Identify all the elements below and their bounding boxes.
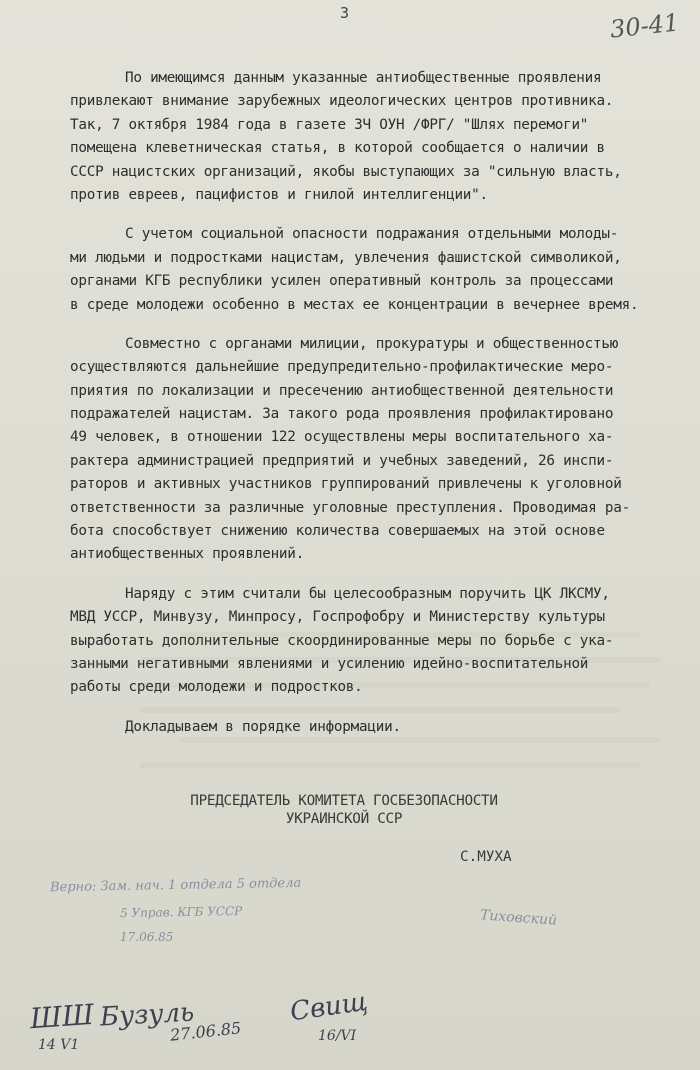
certification-date: 17.06.85	[120, 930, 174, 944]
paragraph-3	[70, 333, 688, 567]
text-line: СССР нацистских организаций, якобы выступающих за "сильную власть,	[70, 163, 622, 180]
text-line: С учетом социальной опасности подражания отдельными молоды-	[125, 226, 619, 243]
certification-name: Тиховский	[479, 907, 558, 929]
text-line: ми людьми и подростками нацистам, увлечения фашистской символикой,	[70, 249, 622, 266]
text-line: Совместно с органами милиции, прокуратуры и общественностью	[125, 335, 619, 352]
certification-note-line-2: 5 Управ. КГБ УССР	[119, 903, 243, 921]
text-line: Наряду с этим считали бы целесообразным поручить ЦК ЛКСМУ,	[125, 585, 610, 602]
text-line: антиобщественных проявлений.	[70, 546, 305, 563]
number-left: 14 V1	[38, 1037, 80, 1053]
text-line: бота способствует снижению количества совершаемых на этой основе	[70, 523, 605, 540]
text-line: рактера администрацией предприятий и учебных заведений, 26 инспи-	[70, 452, 614, 469]
text-line: органами КГБ республики усилен оперативный контроль за процессами	[70, 273, 614, 290]
text-line: против евреев, пацифистов и гнилой интеллигенции".	[70, 186, 488, 203]
text-line: Так, 7 октября 1984 года в газете ЗЧ ОУН /ФРГ/ "Шлях перемоги"	[70, 116, 589, 133]
signatory-title-line-2: УКРАИНСКОЙ ССР	[285, 811, 403, 827]
signature-right: Свищ	[288, 986, 370, 1028]
certification-note-line-1: Верно: Зам. нач. 1 отдела 5 отдела	[49, 875, 302, 896]
text-line: 49 человек, в отношении 122 осуществлены меры воспитательного ха-	[70, 429, 614, 446]
text-line: По имеющимся данным указанные антиобщественные проявления	[125, 70, 602, 86]
paragraph-1	[70, 67, 688, 207]
date-mid: 27.06.85	[169, 1018, 243, 1045]
signature-mid: Бузуль	[99, 997, 195, 1033]
text-line: выработать дополнительные скоординированные меры по борьбе с ука-	[70, 632, 614, 649]
text-line: осуществляются дальнейшие предупредительно-профилактические меро-	[70, 359, 614, 376]
signatory-title-line-1: ПРЕДСЕДАТЕЛЬ КОМИТЕТА ГОСБЕЗОПАСНОСТИ	[190, 793, 498, 809]
text-line: в среде молодежи особенно в местах ее концентрации в вечернее время.	[70, 296, 639, 313]
signatory-name: С.МУХА	[460, 849, 512, 865]
archive-folio-mark: 30-41	[608, 8, 681, 44]
page-number: 3	[340, 4, 350, 22]
paragraph-2	[70, 223, 688, 317]
text-line: Докладываем в порядке информации.	[125, 718, 401, 735]
text-line: привлекают внимание зарубежных идеологических центров противника.	[70, 93, 614, 110]
number-right: 16/VI	[318, 1028, 357, 1044]
text-line: приятия по локализации и пресечению антиобщественной деятельности	[70, 382, 614, 399]
text-line: работы среди молодежи и подростков.	[70, 679, 363, 696]
paragraph-4	[70, 583, 688, 700]
paragraph-5	[70, 716, 688, 739]
text-line: подражателей нацистам. За такого рода проявления профилактировано	[70, 406, 614, 423]
text-line: раторов и активных участников группирований привлечены к уголовной	[70, 476, 622, 493]
text-line: МВД УССР, Минвузу, Минпросу, Госпрофобру и Министерству культуры	[70, 609, 605, 626]
text-line: ответственности за различные уголовные преступления. Проводимая ра-	[70, 499, 630, 516]
text-line: помещена клеветническая статья, в которой сообщается о наличии в	[70, 140, 605, 157]
initials-left: ШШ	[28, 997, 95, 1036]
text-line: занными негативными явлениями и усилению идейно-воспитательной	[70, 655, 589, 672]
document-body	[70, 67, 688, 739]
